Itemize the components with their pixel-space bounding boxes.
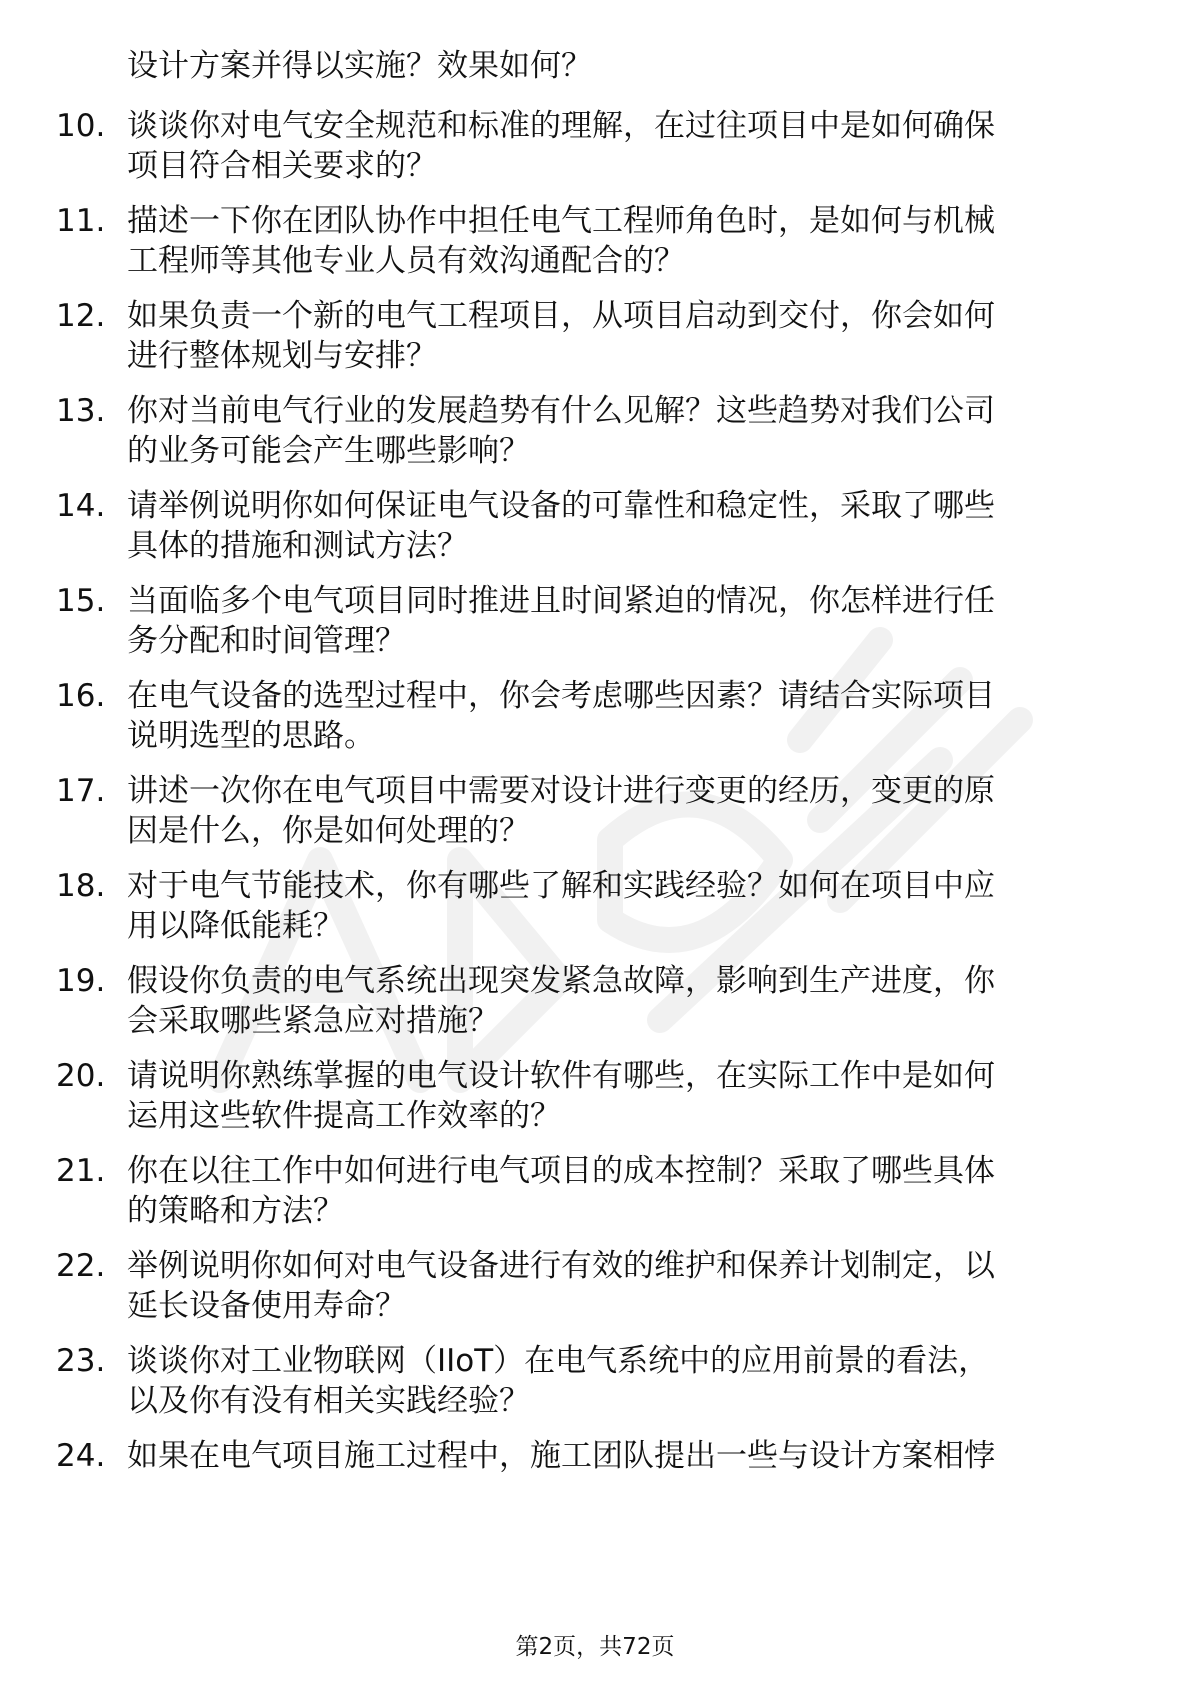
question-line: 请举例说明你如何保证电气设备的可靠性和稳定性，采取了哪些 <box>127 488 995 524</box>
list-item <box>0 391 1190 481</box>
question-text <box>127 771 1127 851</box>
page-footer: 第2页，共72页 <box>515 1634 675 1660</box>
list-item <box>0 296 1190 386</box>
question-text <box>127 296 1127 376</box>
question-number: 13. <box>56 393 106 429</box>
question-text <box>127 106 1127 186</box>
question-text <box>127 391 1127 471</box>
list-item <box>0 1056 1190 1146</box>
question-number: 14. <box>56 488 106 524</box>
question-number: 22. <box>56 1248 106 1284</box>
question-line: 的业务可能会产生哪些影响？ <box>127 433 530 469</box>
question-text <box>127 1436 1127 1476</box>
question-line: 工程师等其他专业人员有效沟通配合的？ <box>127 243 685 279</box>
list-item <box>0 1151 1190 1241</box>
question-text <box>127 961 1127 1041</box>
question-line: 你对当前电气行业的发展趋势有什么见解？这些趋势对我们公司 <box>127 393 995 429</box>
list-item <box>0 486 1190 576</box>
question-number: 17. <box>56 773 106 809</box>
question-number: 24. <box>56 1438 106 1474</box>
question-line: 说明选型的思路。 <box>127 718 375 754</box>
question-line: 运用这些软件提高工作效率的？ <box>127 1098 561 1134</box>
question-line: 进行整体规划与安排？ <box>127 338 437 374</box>
list-item <box>0 106 1190 196</box>
list-item <box>0 866 1190 956</box>
question-line: 如果负责一个新的电气工程项目，从项目启动到交付，你会如何 <box>127 298 995 334</box>
list-item <box>0 961 1190 1051</box>
question-line: 请说明你熟练掌握的电气设计软件有哪些，在实际工作中是如何 <box>127 1058 995 1094</box>
question-line: 举例说明你如何对电气设备进行有效的维护和保养计划制定，以 <box>127 1248 995 1284</box>
list-item <box>0 201 1190 291</box>
question-number: 21. <box>56 1153 106 1189</box>
list-item <box>0 1436 1190 1526</box>
question-line: 描述一下你在团队协作中担任电气工程师角色时，是如何与机械 <box>127 203 995 239</box>
question-text <box>127 581 1127 661</box>
question-line: 用以降低能耗？ <box>127 908 344 944</box>
question-text <box>127 676 1127 756</box>
question-text <box>127 201 1127 281</box>
question-number: 15. <box>56 583 106 619</box>
list-item <box>0 581 1190 671</box>
question-number: 19. <box>56 963 106 999</box>
question-line: 在电气设备的选型过程中，你会考虑哪些因素？请结合实际项目 <box>127 678 995 714</box>
question-line: 你在以往工作中如何进行电气项目的成本控制？采取了哪些具体 <box>127 1153 995 1189</box>
question-line: 假设你负责的电气系统出现突发紧急故障，影响到生产进度，你 <box>127 963 995 999</box>
list-item <box>0 1246 1190 1336</box>
list-item <box>0 1341 1190 1431</box>
question-number: 18. <box>56 868 106 904</box>
question-number: 12. <box>56 298 106 334</box>
question-line: 如果在电气项目施工过程中，施工团队提出一些与设计方案相悖 <box>127 1438 995 1474</box>
question-line: 讲述一次你在电气项目中需要对设计进行变更的经历，变更的原 <box>127 773 995 809</box>
question-number: 23. <box>56 1343 106 1379</box>
question-line: 会采取哪些紧急应对措施？ <box>127 1003 499 1039</box>
list-item <box>0 676 1190 766</box>
question-line: 项目符合相关要求的？ <box>127 148 437 184</box>
question-number: 11. <box>56 203 106 239</box>
question-text <box>127 1056 1127 1136</box>
question-line: 具体的措施和测试方法？ <box>127 528 468 564</box>
list-item <box>0 771 1190 861</box>
question-line: 谈谈你对工业物联网（IIoT）在电气系统中的应用前景的看法， <box>127 1343 990 1379</box>
question-line: 当面临多个电气项目同时推进且时间紧迫的情况，你怎样进行任 <box>127 583 995 619</box>
question-number: 20. <box>56 1058 106 1094</box>
question-line: 务分配和时间管理？ <box>127 623 406 659</box>
question-line: 的策略和方法？ <box>127 1193 344 1229</box>
question-line: 对于电气节能技术，你有哪些了解和实践经验？如何在项目中应 <box>127 868 995 904</box>
question-number: 10. <box>56 108 106 144</box>
question-text <box>127 486 1127 566</box>
question-number: 16. <box>56 678 106 714</box>
question-text <box>127 1246 1127 1326</box>
continuation-line: 设计方案并得以实施？效果如何？ <box>127 48 592 84</box>
question-text <box>127 866 1127 946</box>
question-line: 因是什么，你是如何处理的？ <box>127 813 530 849</box>
question-line: 以及你有没有相关实践经验？ <box>127 1383 530 1419</box>
question-text <box>127 1151 1127 1231</box>
question-text <box>127 1341 1127 1421</box>
question-line: 延长设备使用寿命？ <box>127 1288 406 1324</box>
question-line: 谈谈你对电气安全规范和标准的理解，在过往项目中是如何确保 <box>127 108 995 144</box>
